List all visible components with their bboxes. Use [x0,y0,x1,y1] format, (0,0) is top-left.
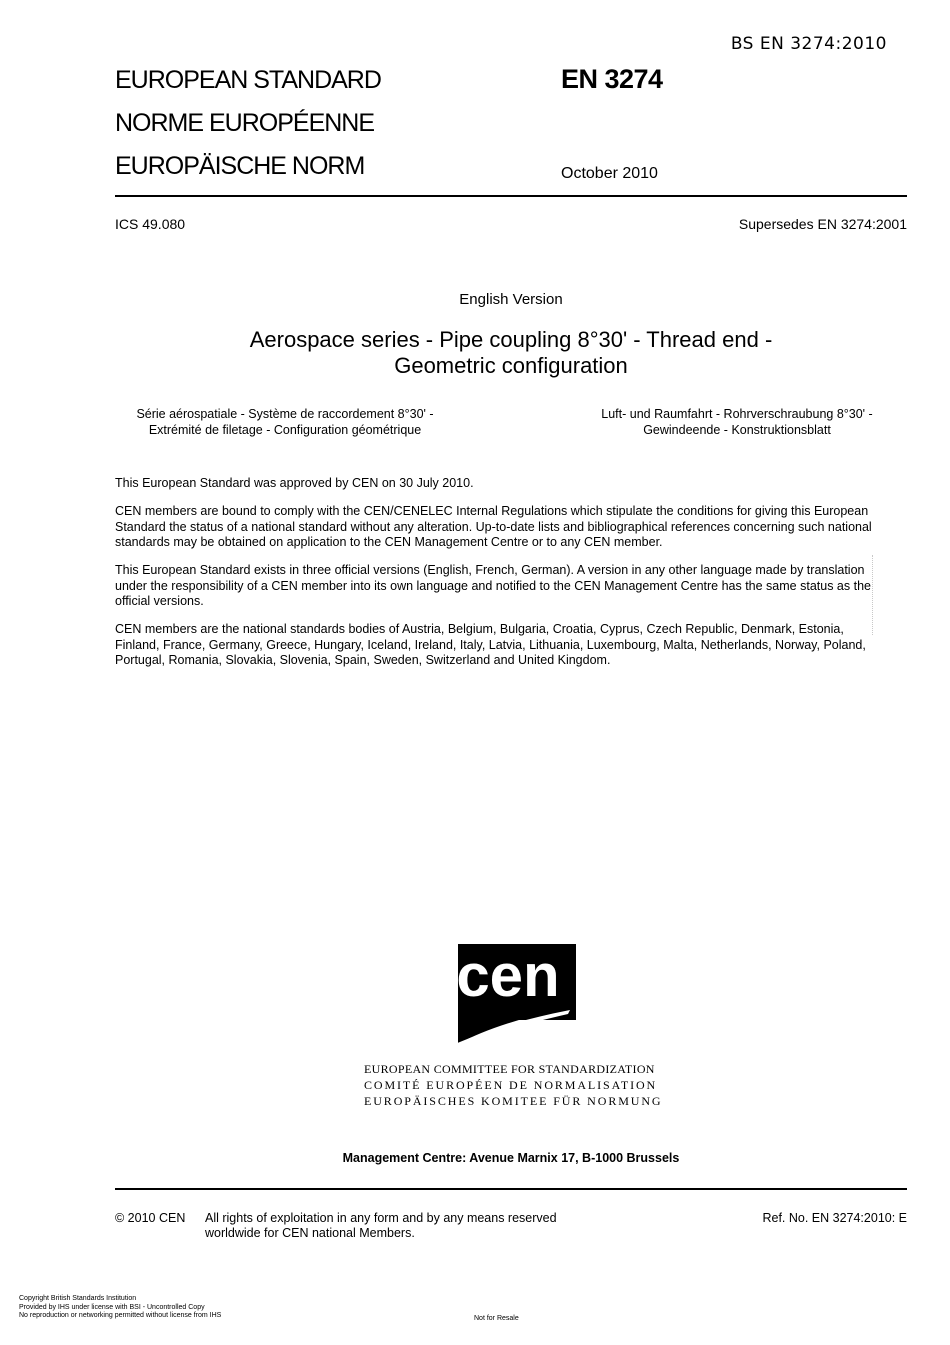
management-centre: Management Centre: Avenue Marnix 17, B-1000 Brussels [342,1151,680,1165]
approval-text: This European Standard was approved by CEN on 30 July 2010. [115,476,474,490]
license-line: No reproduction or networking permitted without license from IHS [19,1312,222,1319]
committee-name-english: EUROPEAN COMMITTEE FOR STANDARDIZATION [364,1062,655,1076]
rights-statement [205,1211,605,1241]
standard-title-french: NORME EUROPÉENNE [115,109,375,137]
standard-title-german: EUROPÄISCHE NORM [115,152,365,180]
paragraph-line: CEN members are bound to comply with the CEN/CENELEC Internal Regulations which stipulate the conditions for giving this European [115,504,869,518]
paragraph-line: Portugal, Romania, Slovakia, Slovenia, Spain, Sweden, Switzerland and United Kingdom. [115,653,611,667]
footer-divider [115,1188,907,1190]
copyright: © 2010 CEN [115,1211,186,1225]
margin-marks [872,555,879,635]
committee-name-french: COMITÉ EUROPÉEN DE NORMALISATION [364,1078,658,1092]
paragraph-line: under the responsibility of a CEN member into its own language and notified to the CEN Management Centre has the same status as the [115,578,871,593]
paragraph-line: Standard the status of a national standard without any alteration. Up-to-date lists and bibliographical references concerning such national [115,519,872,534]
publication-date: October 2010 [561,165,658,182]
license-line: Copyright British Standards Institution [19,1295,137,1302]
versions-paragraph [115,563,895,610]
french-title [95,406,475,438]
document-title-line: Aerospace series - Pipe coupling 8°30' - Thread end - [249,327,773,352]
ics-code: ICS 49.080 [115,216,186,232]
license-line: Provided by IHS under license with BSI - Uncontrolled Copy [19,1303,205,1311]
document-title-line: Geometric configuration [394,353,628,378]
not-for-resale: Not for Resale [474,1315,519,1322]
license-notice [19,1295,221,1321]
rights-line: worldwide for CEN national Members. [205,1226,415,1240]
french-title-line: Série aérospatiale - Système de raccordement 8°30' - [136,407,434,421]
compliance-paragraph [115,504,895,551]
document-title [115,327,907,379]
supersedes-note: Supersedes EN 3274:2001 [738,216,907,232]
rights-line: All rights of exploitation in any form and by any means reserved [205,1211,557,1225]
committee-name-german: EUROPÄISCHES KOMITEE FÜR NORMUNG [364,1094,663,1108]
standard-number: EN 3274 [561,64,663,94]
standard-title-english: EUROPEAN STANDARD [115,66,381,94]
paragraph-line: CEN members are the national standards bodies of Austria, Belgium, Bulgaria, Croatia, Cyprus, Czech Republic, Denmark, Estonia, [115,622,844,636]
cen-logo-text: cen [458,944,560,1009]
cen-logo-icon [458,944,576,1048]
german-title-line: Luft- und Raumfahrt - Rohrverschraubung 8°30' - [601,407,873,421]
approval-paragraph [115,476,895,492]
paragraph-line: Finland, France, Germany, Greece, Hungary, Iceland, Ireland, Italy, Latvia, Lithuania, Luxembourg, Malta, Netherlands, Norway, Poland, [115,637,866,652]
paragraph-line: standards may be obtained on application to the CEN Management Centre or to any CEN member. [115,535,663,549]
french-title-line: Extrémité de filetage - Configuration géométrique [148,423,422,437]
paragraph-line: official versions. [115,594,204,608]
german-title-line: Gewindeende - Konstruktionsblatt [643,423,831,437]
bs-identifier: BS EN 3274:2010 [730,34,887,54]
reference-number: Ref. No. EN 3274:2010: E [762,1211,907,1225]
header-divider [115,195,907,197]
german-title [547,406,927,438]
members-paragraph [115,622,895,669]
paragraph-line: This European Standard exists in three official versions (English, French, German). A version in any other language made by translation [115,563,865,577]
language-version: English Version [459,291,563,308]
